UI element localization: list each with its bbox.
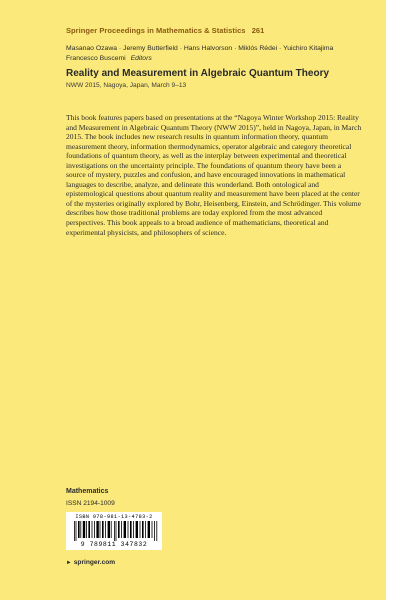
barcode-icon (74, 521, 158, 541)
editor-name: Francesco Buscemi (66, 54, 126, 62)
editors-line-1: Masanao Ozawa · Jeremy Butterfield · Hans Halvorson · Miklós Rédei · Yuichiro Kitajima (66, 45, 334, 52)
website-url[interactable]: springer.com (73, 559, 116, 566)
series-volume: 261 (251, 26, 265, 35)
book-description: This book features papers based on presentations at the “Nagoya Winter Workshop 2015: Reality and Measurement in Algebraic Quantum Theory (NWW 2015)”, held in Nagoya, Japan, in March 2015. The book includes new research results in quantum information theory, quantum measurement theory, information thermodynamics, operator algebraic and category theoretical foundations of quantum theory, as well as the interplay between experimental and theoretical investigations on the uncertainty principle. The foundations of quantum theory have been a source of mystery, puzzles and confusion, and have encouraged innovations in mathematical languages to describe, analyze, and delineate this wonderland. Both ontological and epistemological questions about quantum reality and measurement have been placed at the center of the mysteries originally explored by Bohr, Heisenberg, Einstein, and Schrödinger. This volume describes how those traditional problems are today explored from the most advanced perspectives. This book appeals to a broad audience of mathematicians, theoretical and experimental physicists, and philosophers of science. (66, 113, 362, 237)
series-heading (66, 26, 264, 35)
editors-label: Editors (130, 54, 152, 62)
publisher-website[interactable] (66, 559, 115, 566)
series-name: Springer Proceedings in Mathematics & Statistics (66, 26, 246, 35)
arrow-right-icon: ► (66, 560, 72, 566)
ean-digits: 9 789811 347832 (80, 541, 148, 548)
book-title: Reality and Measurement in Algebraic Quantum Theory (66, 68, 330, 79)
spine-band (386, 0, 400, 600)
editors-block (66, 44, 366, 63)
book-subtitle: NWW 2015, Nagoya, Japan, March 9–13 (66, 82, 187, 89)
issn-label: ISSN 2194-1009 (66, 500, 115, 507)
editors-line-2 (66, 54, 366, 64)
subject-label: Mathematics (66, 488, 109, 495)
isbn-text: ISBN 978-981-13-4783-2 (75, 514, 153, 520)
barcode (66, 512, 162, 550)
